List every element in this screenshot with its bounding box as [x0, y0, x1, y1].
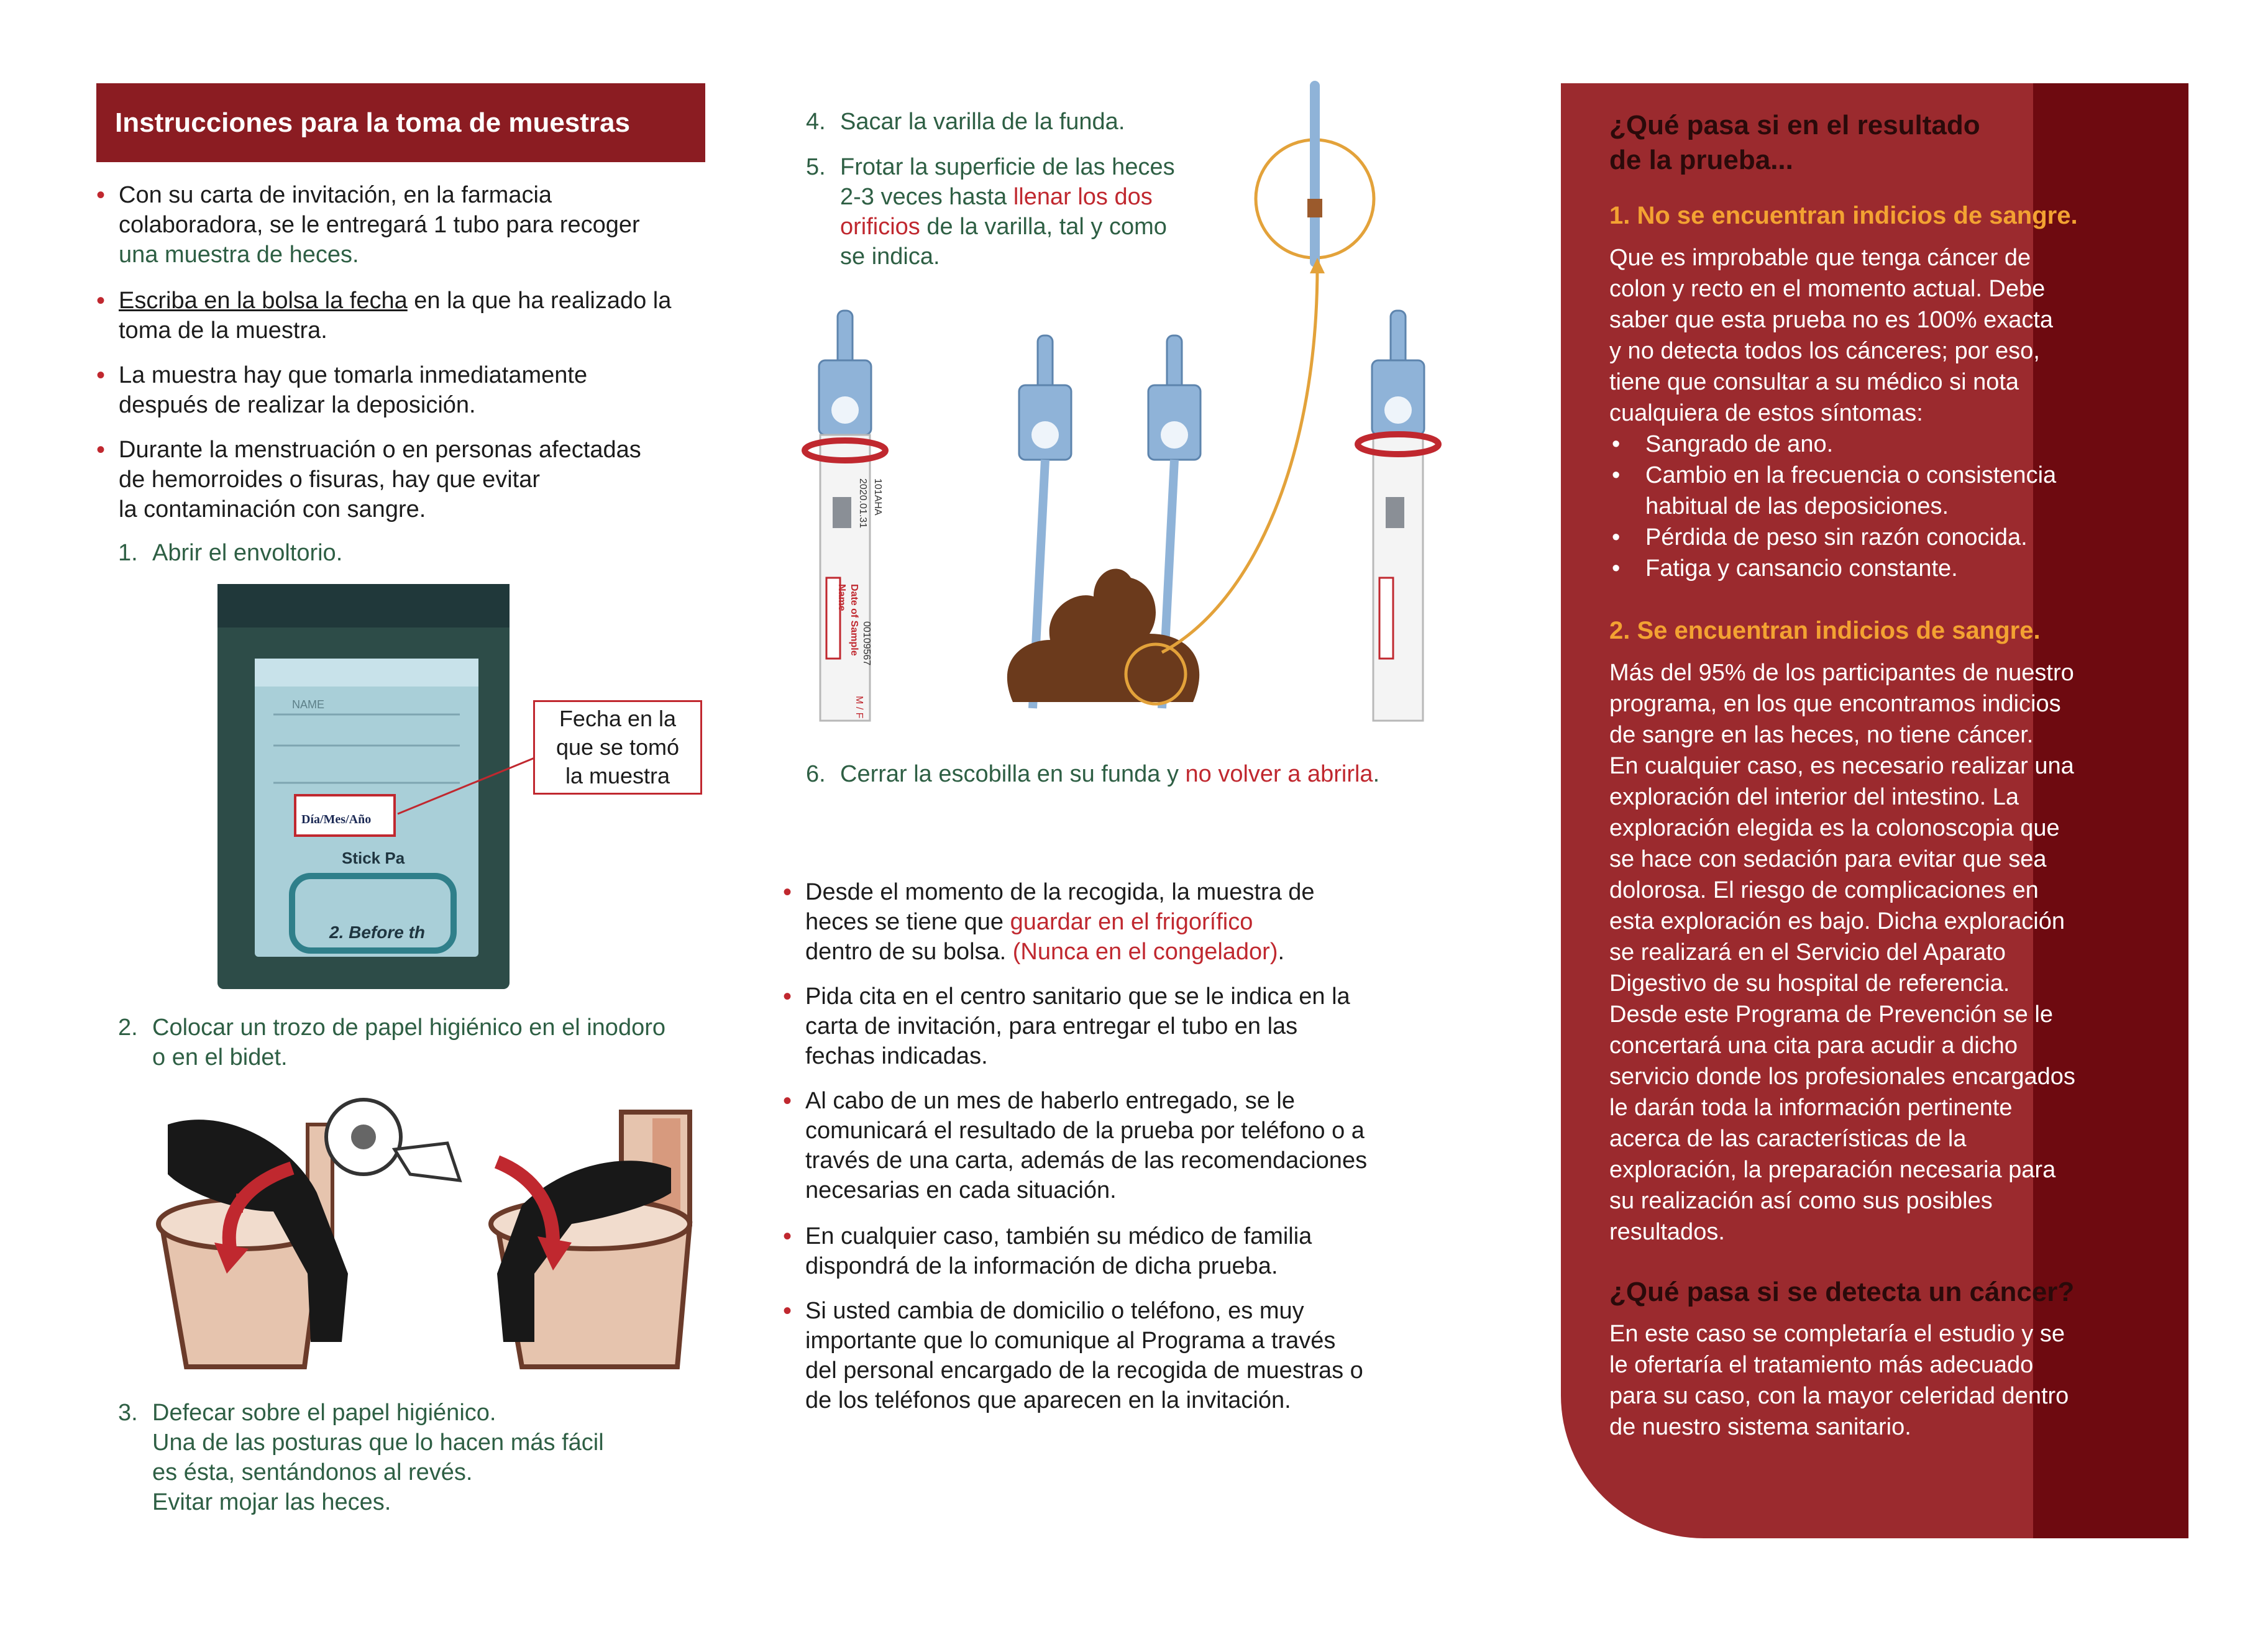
paragraph-line: de nuestro sistema sanitario. [1609, 1414, 1911, 1440]
paragraph-line: Digestivo de su hospital de referencia. [1609, 970, 2010, 997]
bullet-text: Pida cita en el centro sanitario que se le indica en la [805, 983, 1350, 1010]
step-highlight: no volver a abrirla [1185, 761, 1373, 787]
bullet-dot: • [96, 181, 106, 209]
subheading-si-sangre: 2. Se encuentran indicios de sangre. [1609, 617, 2041, 644]
bullet-dot: • [96, 362, 106, 389]
bag-name-label: NAME [292, 698, 325, 711]
step-text [118, 1013, 715, 1072]
bullet-carta-invitacion [96, 180, 740, 270]
step-2 [118, 1013, 715, 1072]
bullet-text: dispondrá de la información de dicha prueba. [805, 1253, 1278, 1279]
callout-text: que se tomó [556, 734, 680, 760]
paragraph-no-sangre [1609, 242, 2156, 429]
step-1 [118, 538, 708, 568]
bullet-escriba-fecha [96, 286, 740, 345]
bullet-text: de hemorroides o fisuras, hay que evitar [119, 467, 541, 493]
panel-content [1609, 108, 2156, 1443]
bullet-text: Si usted cambia de domicilio o teléfono, es muy [805, 1298, 1304, 1324]
symptom-item [1609, 460, 2156, 522]
section-title-banner: Instrucciones para la toma de muestras [96, 83, 705, 162]
bullet-text: La muestra hay que tomarla inmediatamente [119, 362, 588, 388]
paragraph-line: Que es improbable que tenga cáncer de [1609, 245, 2031, 271]
panel-heading-resultado [1609, 108, 2156, 178]
step-number: 4. [806, 109, 826, 135]
paragraph-line: esta exploración es bajo. Dicha exploración [1609, 908, 2065, 934]
step-highlight: orificios [840, 214, 920, 240]
bullet-text: necesarias en cada situación. [805, 1177, 1117, 1203]
bullet-text: importante que lo comunique al Programa a través [805, 1328, 1336, 1354]
step-line: Frotar la superficie de las heces [840, 154, 1175, 180]
paragraph-line: Más del 95% de los participantes de nuestro [1609, 660, 2074, 686]
bullet-text: comunicará el resultado de la prueba por teléfono o a [805, 1118, 1365, 1144]
bullet-text: en la que ha realizado la [407, 288, 672, 314]
step-line: Cerrar la escobilla en su funda y [840, 761, 1186, 787]
tube-lot-label: LOT [234, 1193, 244, 1213]
step-line: Evitar mojar las heces. [152, 1489, 391, 1515]
paragraph-line: exploración, la preparación necesaria para [1609, 1157, 2056, 1183]
bullet-resultado-comunicado [783, 1086, 1489, 1205]
bullet-medico-familia [783, 1221, 1489, 1281]
bullet-text: Al cabo de un mes de haberlo entregado, se le [805, 1088, 1295, 1114]
paragraph-line: su realización así como sus posibles [1609, 1188, 1993, 1214]
callout-text: la muestra [565, 763, 670, 788]
step-number: 6. [806, 761, 826, 787]
bullet-text: Con su carta de invitación, en la farmacia [119, 182, 552, 208]
symptom-list [1609, 429, 2156, 584]
paragraph-line: colon y recto en el momento actual. Debe [1609, 276, 2046, 302]
bullet-text: En cualquier caso, también su médico de familia [805, 1223, 1312, 1249]
step-text: Sacar la varilla de la funda. [840, 109, 1125, 135]
symptom-line: Cambio en la frecuencia o consistencia [1645, 462, 2057, 488]
tube-name-label: Name [836, 584, 847, 611]
paragraph-cancer [1609, 1318, 2156, 1443]
step-3 [118, 1398, 715, 1517]
step-line: o en el bidet. [152, 1044, 288, 1070]
date-callout-box [533, 700, 702, 795]
bullet-text: . [1278, 939, 1285, 965]
bullet-text: través de una carta, además de las recomendaciones [805, 1148, 1368, 1174]
paragraph-line: y no detecta todos los cánceres; por eso, [1609, 338, 2040, 364]
bullet-text: fechas indicadas. [805, 1043, 988, 1069]
bullet-highlight: (Nunca en el congelador) [1012, 939, 1278, 965]
step-6 [806, 759, 1458, 789]
underlined-text: Escriba en la bolsa la fecha [119, 288, 408, 314]
paragraph-line: tiene que consultar a su médico si nota [1609, 369, 2019, 395]
bullet-dot: • [783, 878, 792, 906]
bullet-dot: • [783, 1223, 792, 1250]
paragraph-line: se realizará en el Servicio del Aparato [1609, 939, 2006, 965]
bullet-text: de los teléfonos que aparecen en la invitación. [805, 1387, 1291, 1413]
step-line: . [1373, 761, 1380, 787]
bullet-pida-cita [783, 982, 1489, 1071]
callout-connector-line [395, 755, 544, 817]
bullet-text: carta de invitación, para entregar el tubo en las [805, 1013, 1298, 1039]
step-highlight: llenar los dos [1013, 184, 1153, 210]
bullet-text: del personal encargado de la recogida de muestras o [805, 1358, 1363, 1384]
bullet-text: después de realizar la deposición. [119, 392, 476, 418]
symptom-line: habitual de las deposiciones. [1645, 493, 1949, 519]
paragraph-line: servicio donde los profesionales encargados [1609, 1064, 2075, 1090]
paragraph-line: de sangre en las heces, no tiene cáncer. [1609, 722, 2034, 748]
tube-date-label: 2020.01.31 [857, 478, 868, 529]
bullet-guardar-frigorifico [783, 877, 1489, 967]
toilet-posture-image [149, 1069, 696, 1379]
symptom-item: • Sangrado de ano. [1609, 429, 2156, 460]
step-number: 1. [118, 540, 138, 566]
step-line: 2-3 veces hasta [840, 184, 1013, 210]
toilet-posture-illustration [149, 1069, 696, 1379]
paragraph-line: dolorosa. El riesgo de complicaciones en [1609, 877, 2039, 903]
callout-text: Fecha en la [559, 706, 677, 731]
paragraph-line: le darán toda la información pertinente [1609, 1095, 2013, 1121]
tube-sex-label: M / F [854, 696, 864, 719]
step-text [806, 759, 1458, 789]
panel-heading-cancer: ¿Qué pasa si se detecta un cáncer? [1609, 1277, 2075, 1307]
step-text: Abrir el envoltorio. [152, 540, 343, 566]
heading-line: ¿Qué pasa si en el resultado [1609, 110, 1980, 140]
bullet-dot: • [96, 436, 106, 463]
bullet-dot: • [96, 287, 106, 314]
bullet-cambio-domicilio [783, 1296, 1489, 1415]
bullet-dot: • [783, 1297, 792, 1325]
paragraph-line: programa, en los que encontramos indicios [1609, 691, 2061, 717]
bullet-text: heces se tiene que [805, 909, 1010, 935]
paragraph-line: resultados. [1609, 1219, 1725, 1245]
paragraph-line: se hace con sedación para evitar que sea [1609, 846, 2047, 872]
bullet-highlight: guardar en el frigorífico [1010, 909, 1253, 935]
paragraph-line: saber que esta prueba no es 100% exacta [1609, 307, 2054, 333]
step-number: 2. [118, 1015, 138, 1041]
subheading-no-sangre: 1. No se encuentran indicios de sangre. [1609, 202, 2078, 229]
tube-sample-label: Date of Sample [849, 584, 859, 656]
step-line: Colocar un trozo de papel higiénico en el inodoro [152, 1015, 665, 1041]
paragraph-line: exploración elegida es la colonoscopia que [1609, 815, 2060, 841]
paragraph-line: En cualquier caso, es necesario realizar una [1609, 753, 2074, 779]
step-line: de la varilla, tal y como [920, 214, 1167, 240]
heading-line: de la prueba... [1609, 145, 1793, 175]
bag-date-label: Día/Mes/Año [301, 813, 372, 826]
paragraph-line: En este caso se completaría el estudio y se [1609, 1321, 2065, 1347]
paragraph-line: concertará una cita para acudir a dicho [1609, 1033, 2018, 1059]
bullet-text: colaboradora, se le entregará 1 tubo para recoger [119, 212, 640, 238]
tube-serial-label: 00109567 [861, 621, 872, 666]
paragraph-line: acerca de las características de la [1609, 1126, 1967, 1152]
bullet-menstruacion [96, 435, 740, 524]
symptom-item: • Fatiga y cansancio constante. [1609, 553, 2156, 584]
results-info-panel [1561, 83, 2188, 1538]
symptom-item: • Pérdida de peso sin razón conocida. [1609, 522, 2156, 553]
bullet-text: Durante la menstruación o en personas afectadas [119, 437, 641, 463]
step-number: 5. [806, 154, 826, 180]
step-line: Una de las posturas que lo hacen más fácil [152, 1430, 604, 1456]
step-text [118, 1398, 715, 1517]
paragraph-si-sangre [1609, 657, 2156, 1248]
paragraph-line: Desde este Programa de Prevención se le [1609, 1002, 2053, 1028]
bullet-text: la contaminación con sangre. [119, 496, 426, 522]
step-line: Defecar sobre el papel higiénico. [152, 1400, 496, 1426]
step-line: es ésta, sentándonos al revés. [152, 1459, 473, 1485]
bullet-text: toma de la muestra. [119, 317, 327, 344]
step-line: se indica. [840, 244, 940, 270]
paragraph-line: exploración del interior del intestino. La [1609, 784, 2019, 810]
bullet-text: dentro de su bolsa. [805, 939, 1013, 965]
bullet-text: Desde el momento de la recogida, la muestra de [805, 879, 1315, 905]
bullet-dot: • [783, 983, 792, 1010]
bullet-dot: • [783, 1087, 792, 1115]
bag-stick-label: Stick Pa [342, 849, 405, 867]
bag-before-label: 2. Before th [329, 923, 426, 942]
tube-code-label: 101AHA [872, 478, 883, 516]
paragraph-line: para su caso, con la mayor celeridad dentro [1609, 1383, 2069, 1409]
paragraph-line: cualquiera de estos síntomas: [1609, 400, 1923, 426]
bullet-text: una muestra de heces. [119, 242, 359, 268]
paragraph-line: le ofertaría el tratamiento más adecuado [1609, 1352, 2034, 1378]
bullet-tomar-inmediatamente [96, 360, 740, 420]
step-number: 3. [118, 1400, 138, 1426]
